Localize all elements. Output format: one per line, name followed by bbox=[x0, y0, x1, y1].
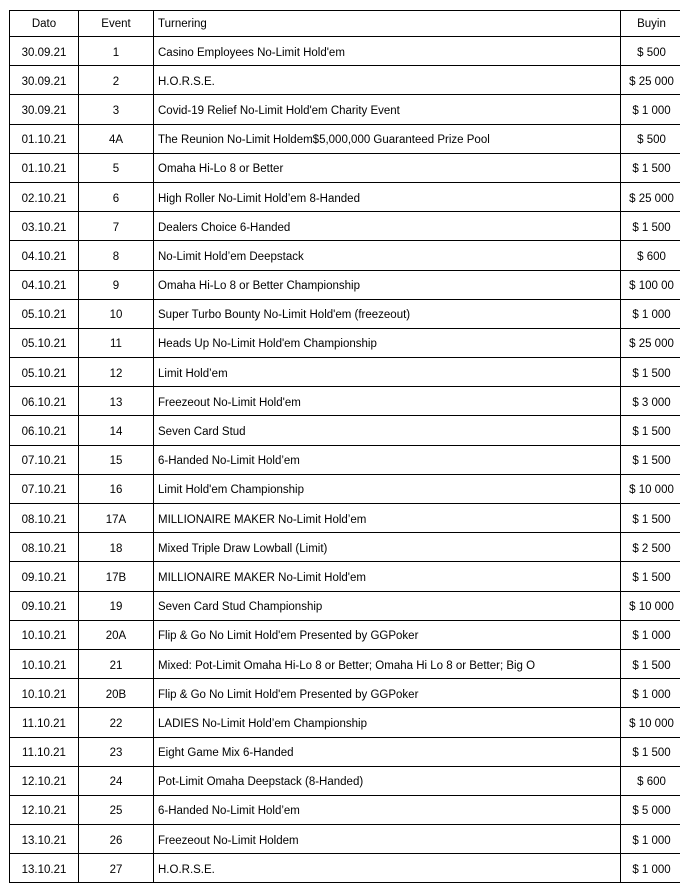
table-body bbox=[10, 37, 680, 883]
header-row bbox=[10, 11, 680, 37]
cell-buyin: $ 1 500 bbox=[621, 358, 680, 387]
header-event: Event bbox=[79, 11, 154, 37]
table-row bbox=[10, 95, 680, 124]
cell-date: 30.09.21 bbox=[10, 95, 79, 124]
cell-date: 03.10.21 bbox=[10, 212, 79, 241]
cell-date: 11.10.21 bbox=[10, 708, 79, 737]
cell-buyin: $ 25 000 bbox=[621, 328, 680, 357]
cell-date: 10.10.21 bbox=[10, 679, 79, 708]
cell-tournament: Freezeout No-Limit Holdem bbox=[154, 825, 621, 854]
cell-event: 15 bbox=[79, 445, 154, 474]
cell-event: 6 bbox=[79, 182, 154, 211]
table-row bbox=[10, 708, 680, 737]
cell-date: 06.10.21 bbox=[10, 387, 79, 416]
cell-event: 13 bbox=[79, 387, 154, 416]
cell-tournament: Seven Card Stud bbox=[154, 416, 621, 445]
cell-buyin: $ 600 bbox=[621, 766, 680, 795]
table-row bbox=[10, 854, 680, 883]
table-row bbox=[10, 737, 680, 766]
table-row bbox=[10, 270, 680, 299]
cell-tournament: Super Turbo Bounty No-Limit Hold'em (freezeout) bbox=[154, 299, 621, 328]
table-row bbox=[10, 825, 680, 854]
cell-event: 16 bbox=[79, 474, 154, 503]
cell-event: 26 bbox=[79, 825, 154, 854]
cell-event: 22 bbox=[79, 708, 154, 737]
cell-buyin: $ 1 000 bbox=[621, 679, 680, 708]
cell-buyin: $ 1 000 bbox=[621, 825, 680, 854]
cell-event: 8 bbox=[79, 241, 154, 270]
cell-tournament: Dealers Choice 6-Handed bbox=[154, 212, 621, 241]
cell-tournament: 6-Handed No-Limit Hold’em bbox=[154, 795, 621, 824]
cell-event: 17A bbox=[79, 504, 154, 533]
table-row bbox=[10, 533, 680, 562]
cell-tournament: No-Limit Hold’em Deepstack bbox=[154, 241, 621, 270]
cell-buyin: $ 5 000 bbox=[621, 795, 680, 824]
cell-tournament: MILLIONAIRE MAKER No-Limit Hold'em bbox=[154, 562, 621, 591]
table-row bbox=[10, 328, 680, 357]
cell-event: 4A bbox=[79, 124, 154, 153]
cell-tournament: MILLIONAIRE MAKER No-Limit Hold’em bbox=[154, 504, 621, 533]
cell-date: 06.10.21 bbox=[10, 416, 79, 445]
cell-event: 27 bbox=[79, 854, 154, 883]
cell-tournament: 6-Handed No-Limit Hold’em bbox=[154, 445, 621, 474]
table-row bbox=[10, 679, 680, 708]
cell-date: 04.10.21 bbox=[10, 241, 79, 270]
cell-tournament: The Reunion No-Limit Holdem$5,000,000 Guaranteed Prize Pool bbox=[154, 124, 621, 153]
cell-event: 14 bbox=[79, 416, 154, 445]
cell-event: 5 bbox=[79, 153, 154, 182]
table-row bbox=[10, 445, 680, 474]
cell-tournament: High Roller No-Limit Hold’em 8-Handed bbox=[154, 182, 621, 211]
cell-tournament: Limit Hold’em bbox=[154, 358, 621, 387]
cell-date: 08.10.21 bbox=[10, 504, 79, 533]
cell-tournament: Freezeout No-Limit Hold'em bbox=[154, 387, 621, 416]
cell-buyin: $ 1 000 bbox=[621, 854, 680, 883]
cell-event: 9 bbox=[79, 270, 154, 299]
cell-date: 02.10.21 bbox=[10, 182, 79, 211]
cell-buyin: $ 3 000 bbox=[621, 387, 680, 416]
table-row bbox=[10, 153, 680, 182]
cell-buyin: $ 1 500 bbox=[621, 416, 680, 445]
cell-buyin: $ 10 000 bbox=[621, 591, 680, 620]
cell-event: 20B bbox=[79, 679, 154, 708]
tournament-schedule-table bbox=[9, 10, 680, 883]
cell-tournament: Flip & Go No Limit Hold'em Presented by GGPoker bbox=[154, 620, 621, 649]
table-row bbox=[10, 124, 680, 153]
cell-event: 18 bbox=[79, 533, 154, 562]
cell-date: 07.10.21 bbox=[10, 474, 79, 503]
cell-event: 21 bbox=[79, 649, 154, 678]
table-row bbox=[10, 504, 680, 533]
table-row bbox=[10, 387, 680, 416]
cell-date: 10.10.21 bbox=[10, 620, 79, 649]
cell-tournament: Covid-19 Relief No-Limit Hold'em Charity Event bbox=[154, 95, 621, 124]
cell-event: 20A bbox=[79, 620, 154, 649]
cell-tournament: Seven Card Stud Championship bbox=[154, 591, 621, 620]
cell-buyin: $ 500 bbox=[621, 124, 680, 153]
table-row bbox=[10, 620, 680, 649]
cell-buyin: $ 500 bbox=[621, 37, 680, 66]
cell-buyin: $ 1 500 bbox=[621, 504, 680, 533]
cell-event: 19 bbox=[79, 591, 154, 620]
cell-tournament: Heads Up No-Limit Hold'em Championship bbox=[154, 328, 621, 357]
cell-date: 09.10.21 bbox=[10, 591, 79, 620]
cell-date: 12.10.21 bbox=[10, 766, 79, 795]
cell-buyin: $ 1 500 bbox=[621, 649, 680, 678]
cell-event: 1 bbox=[79, 37, 154, 66]
cell-event: 17B bbox=[79, 562, 154, 591]
cell-tournament: Eight Game Mix 6-Handed bbox=[154, 737, 621, 766]
table-row bbox=[10, 299, 680, 328]
cell-event: 11 bbox=[79, 328, 154, 357]
header-tournament: Turnering bbox=[154, 11, 621, 37]
table-row bbox=[10, 591, 680, 620]
cell-buyin: $ 1 500 bbox=[621, 562, 680, 591]
cell-event: 23 bbox=[79, 737, 154, 766]
cell-date: 08.10.21 bbox=[10, 533, 79, 562]
cell-date: 11.10.21 bbox=[10, 737, 79, 766]
cell-buyin: $ 1 500 bbox=[621, 445, 680, 474]
cell-tournament: H.O.R.S.E. bbox=[154, 66, 621, 95]
cell-buyin: $ 600 bbox=[621, 241, 680, 270]
cell-buyin: $ 1 500 bbox=[621, 153, 680, 182]
table-row bbox=[10, 358, 680, 387]
cell-tournament: Limit Hold'em Championship bbox=[154, 474, 621, 503]
cell-event: 3 bbox=[79, 95, 154, 124]
cell-tournament: Mixed: Pot-Limit Omaha Hi-Lo 8 or Better; Omaha Hi Lo 8 or Better; Big O bbox=[154, 649, 621, 678]
cell-event: 24 bbox=[79, 766, 154, 795]
cell-buyin: $ 1 000 bbox=[621, 299, 680, 328]
cell-buyin: $ 1 500 bbox=[621, 737, 680, 766]
table-row bbox=[10, 212, 680, 241]
cell-buyin: $ 25 000 bbox=[621, 66, 680, 95]
cell-tournament: Mixed Triple Draw Lowball (Limit) bbox=[154, 533, 621, 562]
header-buyin: Buyin bbox=[621, 11, 680, 37]
cell-buyin: $ 1 000 bbox=[621, 95, 680, 124]
cell-tournament: Pot-Limit Omaha Deepstack (8-Handed) bbox=[154, 766, 621, 795]
cell-date: 10.10.21 bbox=[10, 649, 79, 678]
cell-tournament: Omaha Hi-Lo 8 or Better Championship bbox=[154, 270, 621, 299]
table-row bbox=[10, 182, 680, 211]
table-row bbox=[10, 649, 680, 678]
table-row bbox=[10, 474, 680, 503]
cell-tournament: Omaha Hi-Lo 8 or Better bbox=[154, 153, 621, 182]
cell-date: 09.10.21 bbox=[10, 562, 79, 591]
cell-event: 12 bbox=[79, 358, 154, 387]
cell-buyin: $ 10 000 bbox=[621, 474, 680, 503]
cell-date: 13.10.21 bbox=[10, 825, 79, 854]
cell-buyin: $ 1 000 bbox=[621, 620, 680, 649]
cell-date: 07.10.21 bbox=[10, 445, 79, 474]
cell-tournament: H.O.R.S.E. bbox=[154, 854, 621, 883]
cell-event: 25 bbox=[79, 795, 154, 824]
table-row bbox=[10, 795, 680, 824]
cell-date: 12.10.21 bbox=[10, 795, 79, 824]
table-row bbox=[10, 37, 680, 66]
table-row bbox=[10, 416, 680, 445]
cell-buyin: $ 10 000 bbox=[621, 708, 680, 737]
table-row bbox=[10, 766, 680, 795]
cell-date: 04.10.21 bbox=[10, 270, 79, 299]
cell-date: 01.10.21 bbox=[10, 153, 79, 182]
header-date: Dato bbox=[10, 11, 79, 37]
cell-buyin: $ 2 500 bbox=[621, 533, 680, 562]
table-row bbox=[10, 241, 680, 270]
cell-date: 01.10.21 bbox=[10, 124, 79, 153]
cell-tournament: Flip & Go No Limit Hold'em Presented by GGPoker bbox=[154, 679, 621, 708]
cell-event: 10 bbox=[79, 299, 154, 328]
cell-event: 7 bbox=[79, 212, 154, 241]
table-row bbox=[10, 562, 680, 591]
cell-date: 05.10.21 bbox=[10, 358, 79, 387]
cell-buyin: $ 25 000 bbox=[621, 182, 680, 211]
cell-event: 2 bbox=[79, 66, 154, 95]
cell-tournament: LADIES No-Limit Hold’em Championship bbox=[154, 708, 621, 737]
table-row bbox=[10, 66, 680, 95]
cell-date: 05.10.21 bbox=[10, 328, 79, 357]
cell-date: 13.10.21 bbox=[10, 854, 79, 883]
cell-date: 30.09.21 bbox=[10, 66, 79, 95]
cell-buyin: $ 1 500 bbox=[621, 212, 680, 241]
cell-date: 30.09.21 bbox=[10, 37, 79, 66]
cell-date: 05.10.21 bbox=[10, 299, 79, 328]
cell-tournament: Casino Employees No-Limit Hold'em bbox=[154, 37, 621, 66]
cell-buyin: $ 100 00 bbox=[621, 270, 680, 299]
